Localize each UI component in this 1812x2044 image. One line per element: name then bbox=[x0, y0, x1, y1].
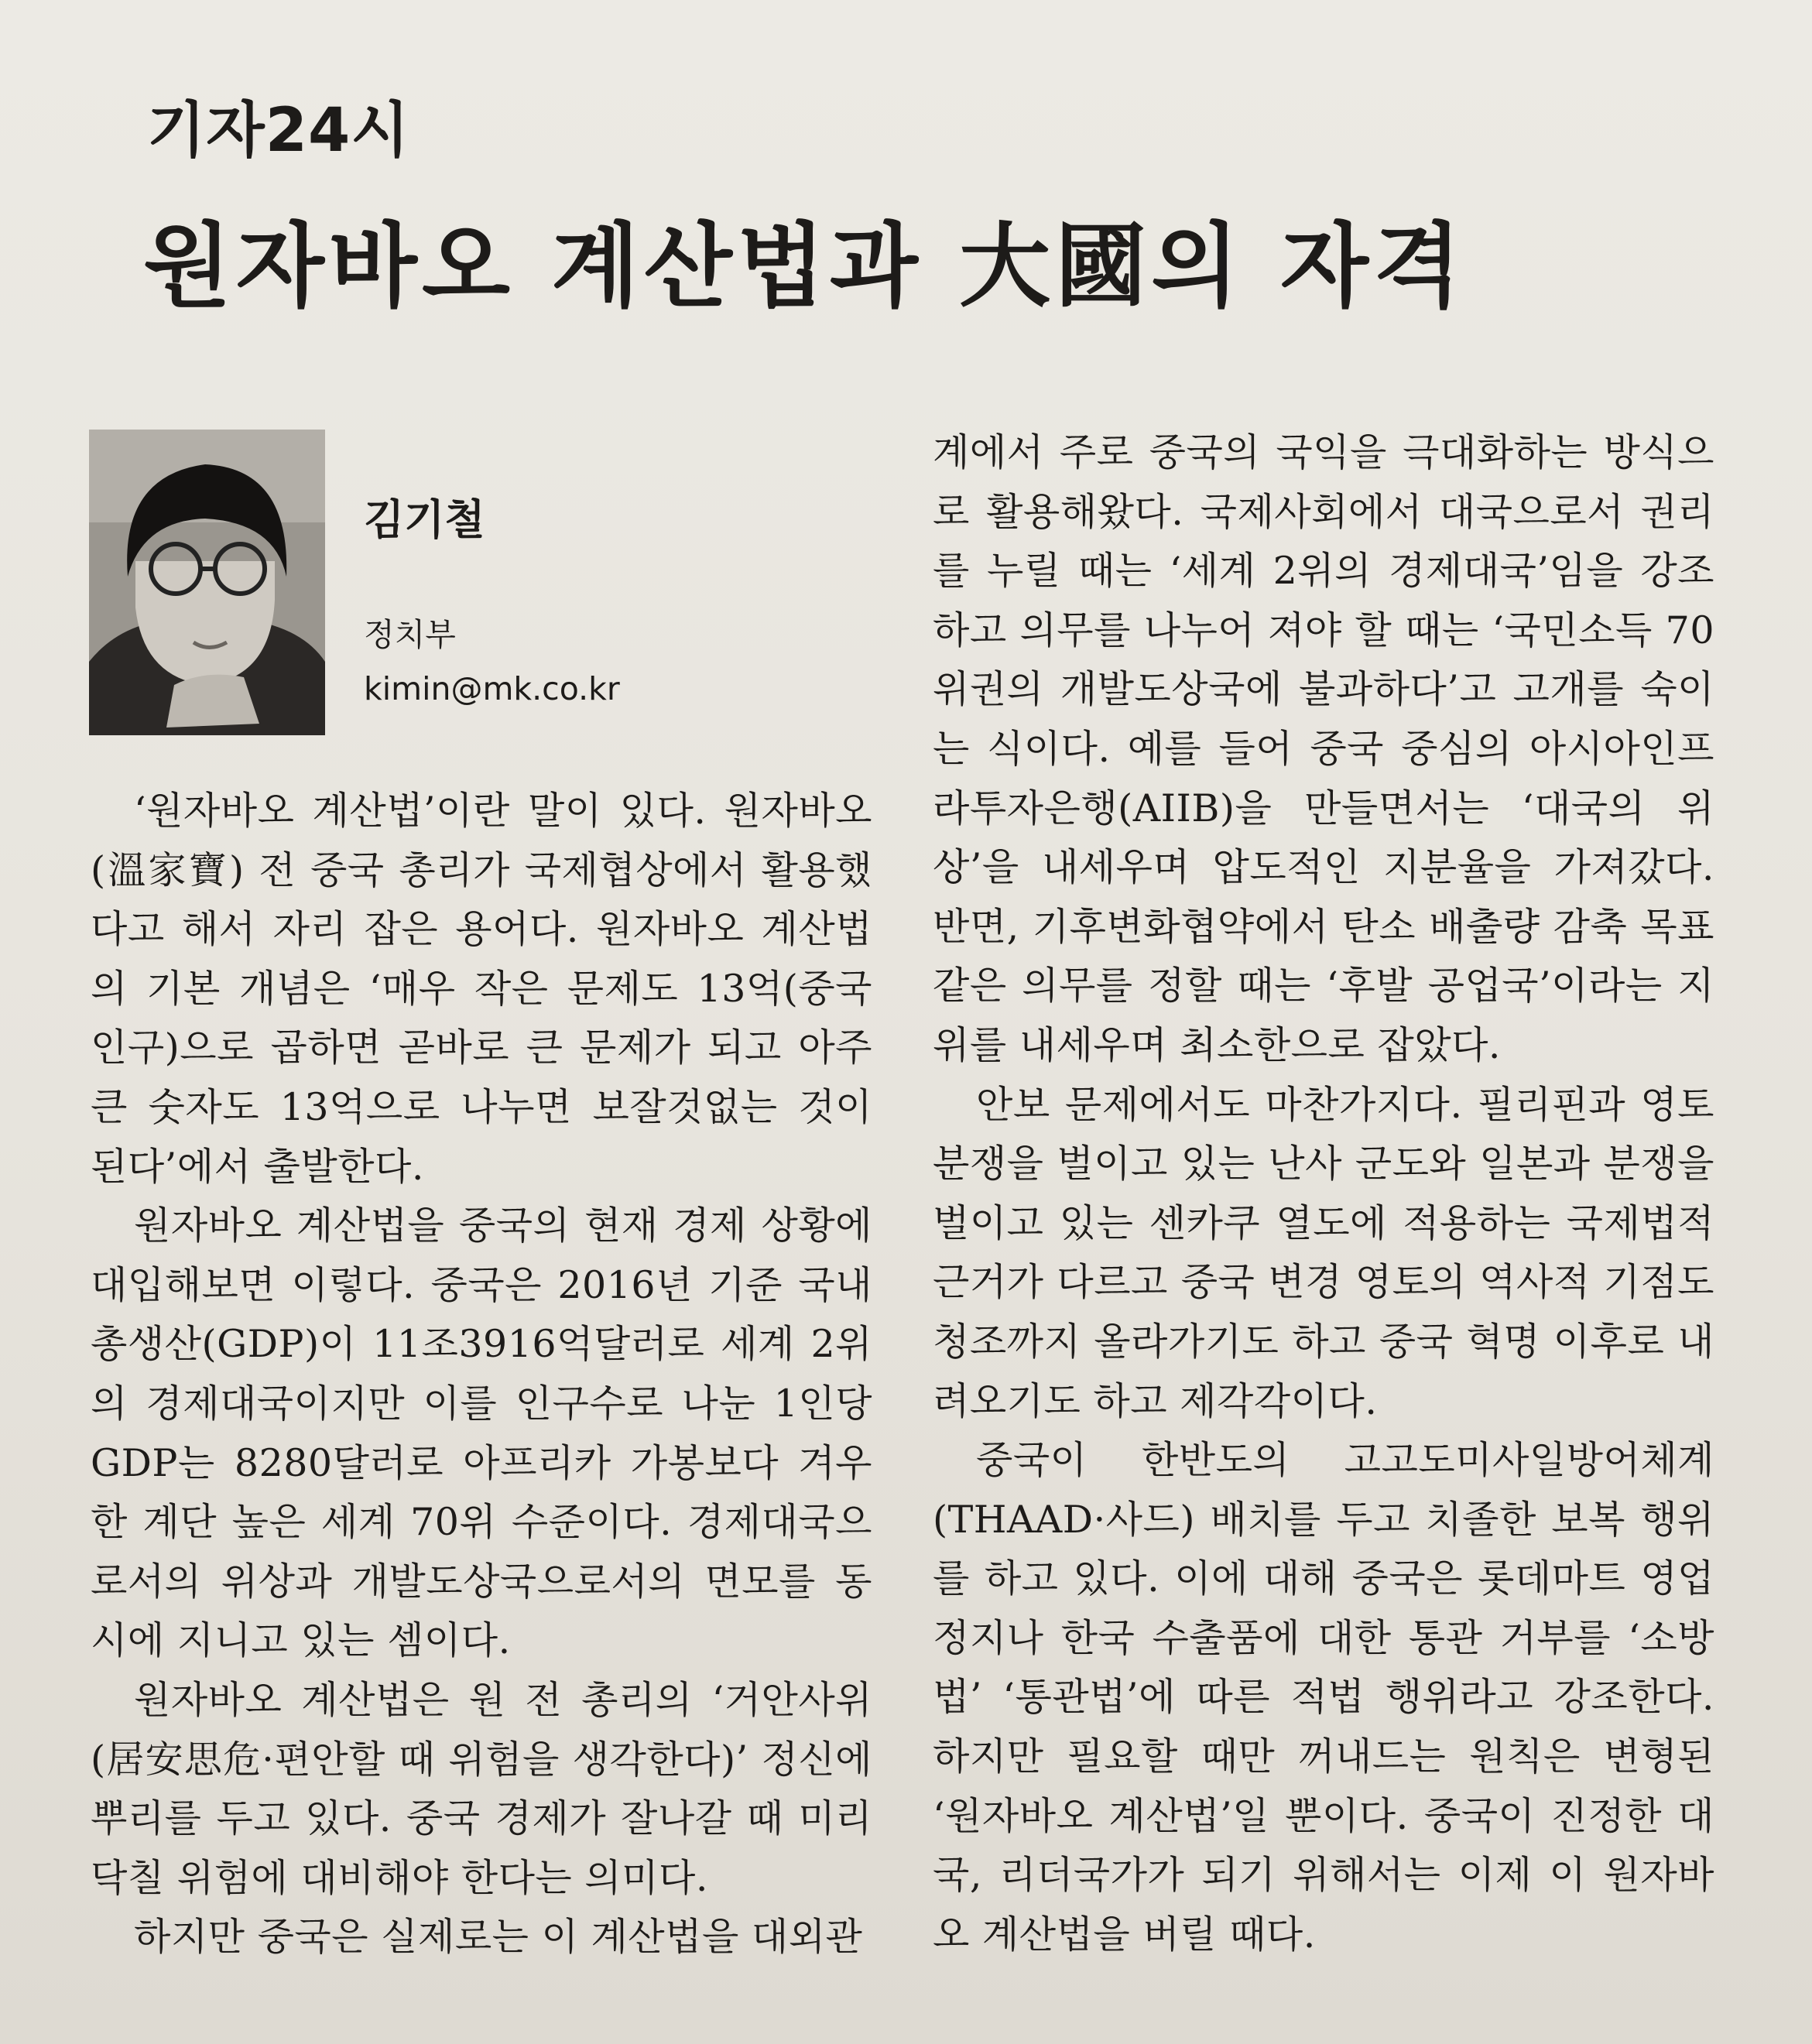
paragraph: 하지만 중국은 실제로는 이 계산법을 대외관 bbox=[134, 1915, 863, 1960]
article-column-right bbox=[933, 423, 1714, 1964]
paragraph: 원자바오 계산법을 중국의 현재 경제 상황에 대입해보면 이렇다. 중국은 2016년 기준 국내총생산(GDP)이 11조3916억달러로 세계 2위의 경제대국이지만 이를 인구수로 나눈 1인당 GDP는 8280달러로 아프리카 가봉보다 겨우 한 계단 높은 세계 70위 수준이다. 경제대국으로서의 위상과 개발도상국으로서의 면모를 동시에 지니고 있는 셈이다. bbox=[91, 1203, 872, 1663]
paragraph: 원자바오 계산법은 원 전 총리의 ‘거안사위(居安思危·편안할 때 위험을 생각한다)’ 정신에 뿌리를 두고 있다. 중국 경제가 잘나갈 때 미리 닥칠 위험에 대비해야 한다는 의미다. bbox=[91, 1677, 872, 1900]
article-column-left bbox=[91, 782, 872, 1967]
author-department: 정치부 bbox=[364, 616, 456, 653]
author-portrait-image bbox=[89, 430, 325, 735]
section-label: 기자24시 bbox=[147, 96, 410, 166]
author-name: 김기철 bbox=[364, 495, 485, 544]
paragraph: 중국이 한반도의 고고도미사일방어체계(THAAD·사드) 배치를 두고 치졸한 보복 행위를 하고 있다. 이에 대해 중국은 롯데마트 영업정지나 한국 수출품에 대한 통관 거부를 ‘소방법’ ‘통관법’에 따른 적법 행위라고 강조한다. 하지만 필요할 때만 꺼내드는 원칙은 변형된 ‘원자바오 계산법’일 뿐이다. 중국이 진정한 대국, 리더국가가 되기 위해서는 이제 이 원자바오 계산법을 버릴 때다. bbox=[933, 1438, 1714, 1957]
paragraph: ‘원자바오 계산법’이란 말이 있다. 원자바오(溫家寶) 전 중국 총리가 국제협상에서 활용했다고 해서 자리 잡은 용어다. 원자바오 계산법의 기본 개념은 ‘매우 작은 문제도 13억(중국 인구)으로 곱하면 곧바로 큰 문제가 되고 아주 큰 숫자도 13억으로 나누면 보잘것없는 것이 된다’에서 출발한다. bbox=[91, 789, 872, 1189]
author-email: kimin@mk.co.kr bbox=[364, 670, 620, 707]
headline: 원자바오 계산법과 大國의 자격 bbox=[143, 213, 1467, 320]
paragraph-continued: 계에서 주로 중국의 국익을 극대화하는 방식으로 활용해왔다. 국제사회에서 대국으로서 권리를 누릴 때는 ‘세계 2위의 경제대국’임을 강조하고 의무를 나누어 져야 할 때는 ‘국민소득 70위권의 개발도상국에 불과하다’고 고개를 숙이는 식이다. 예를 들어 중국 중심의 아시아인프라투자은행(AIIB)을 만들면서는 ‘대국의 위상’을 내세우며 압도적인 지분율을 가져갔다. 반면, 기후변화협약에서 탄소 배출량 감축 목표 같은 의무를 정할 때는 ‘후발 공업국’이라는 지위를 내세우며 최소한으로 잡았다. bbox=[933, 430, 1714, 1067]
author-photo bbox=[89, 430, 325, 735]
paragraph: 안보 문제에서도 마찬가지다. 필리핀과 영토 분쟁을 벌이고 있는 난사 군도와 일본과 분쟁을 벌이고 있는 센카쿠 열도에 적용하는 국제법적 근거가 다르고 중국 변경 영토의 역사적 기점도 청조까지 올라가기도 하고 중국 혁명 이후로 내려오기도 하고 제각각이다. bbox=[933, 1082, 1714, 1423]
